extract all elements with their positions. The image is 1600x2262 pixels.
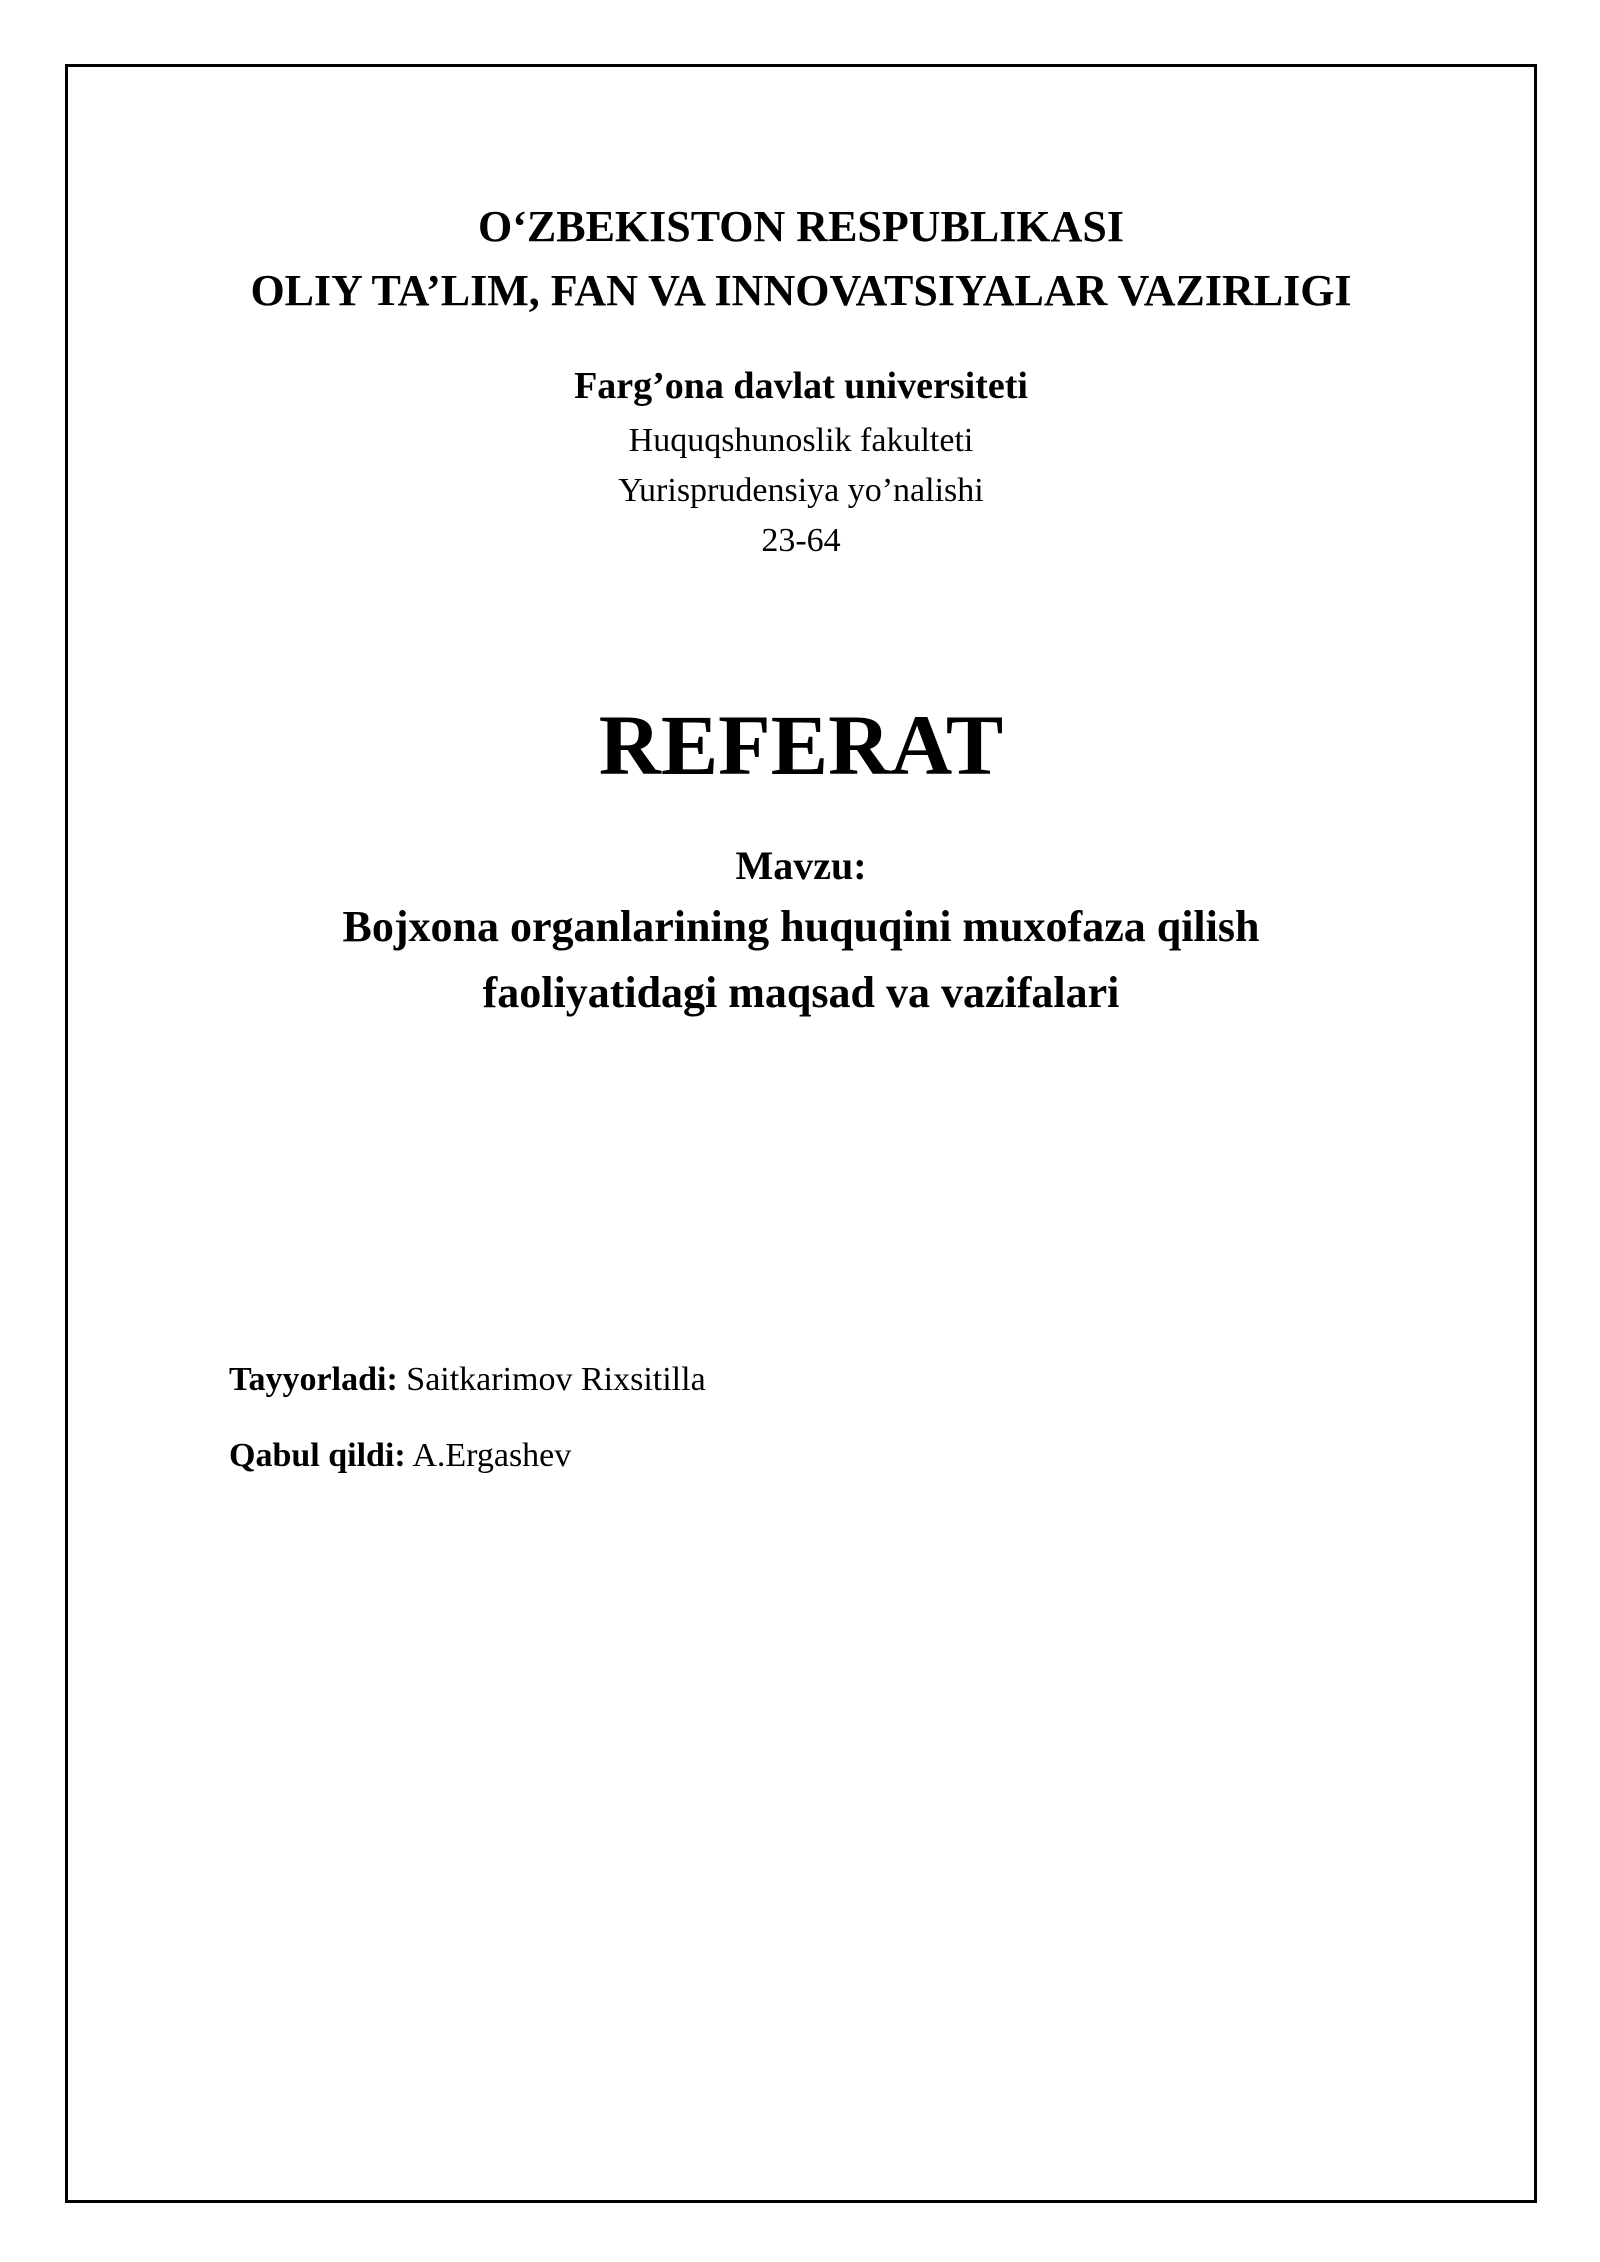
institution-details: [65, 416, 1537, 566]
credits-block: [229, 1355, 706, 1507]
ministry-line-2: OLIY TA’LIM, FAN VA INNOVATSIYALAR VAZIRLIGI: [250, 266, 1352, 315]
prepared-by-name: Saitkarimov Rixsitilla: [406, 1361, 706, 1398]
group-number: 23-64: [761, 522, 841, 559]
topic-title: [65, 894, 1537, 1026]
accepted-by-label: Qabul qildi:: [229, 1437, 406, 1474]
prepared-by-row: [229, 1355, 706, 1405]
prepared-by-label: Tayyorladi:: [229, 1361, 398, 1398]
ministry-header: [65, 195, 1537, 323]
university-name: Farg’ona davlat universiteti: [574, 365, 1028, 407]
document-type-title: REFERAT: [598, 697, 1004, 793]
ministry-line-1: O‘ZBEKISTON RESPUBLIKASI: [478, 202, 1124, 251]
topic-label: Mavzu:: [735, 843, 867, 888]
accepted-by-row: [229, 1431, 706, 1481]
direction-name: Yurisprudensiya yo’nalishi: [618, 472, 984, 509]
faculty-name: Huquqshunoslik fakulteti: [628, 422, 974, 459]
accepted-by-name: A.Ergashev: [412, 1437, 572, 1474]
topic-title-line-1: Bojxona organlarining huquqini muxofaza qilish: [342, 902, 1260, 951]
topic-title-line-2: faoliyatidagi maqsad va vazifalari: [482, 968, 1120, 1017]
